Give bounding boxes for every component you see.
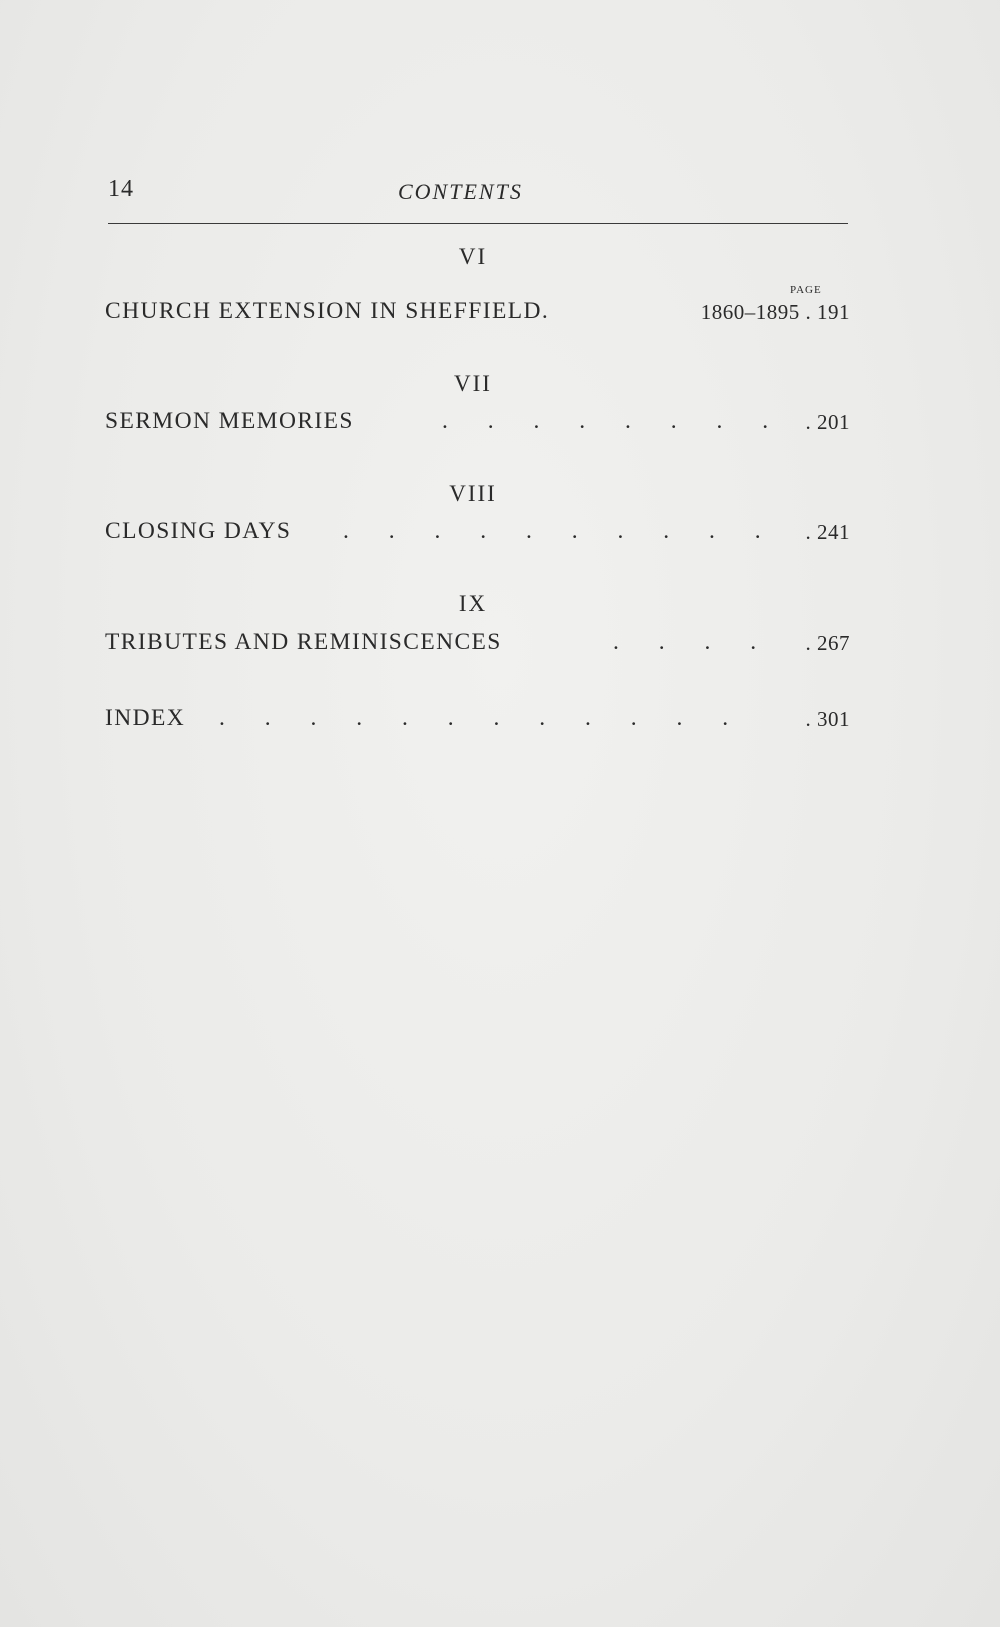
toc-entry-leader: . . . . — [613, 629, 774, 655]
toc-entry-page: . 267 — [805, 631, 850, 655]
toc-entry-index[interactable] — [105, 705, 850, 737]
toc-entry-leader: . . . . . . . . — [442, 408, 786, 434]
chapter-numeral-ix: IX — [458, 591, 488, 616]
toc-entry-page: . 191 — [805, 300, 850, 324]
header-rule — [108, 223, 848, 224]
page-header — [108, 176, 848, 210]
toc-entry-title: CHURCH EXTENSION IN SHEFFIELD. — [105, 298, 550, 324]
page-column-label: PAGE — [790, 284, 822, 296]
toc-entry-church-extension[interactable] — [105, 298, 850, 330]
toc-entry-page: . 301 — [805, 707, 850, 731]
toc-entry-sermon-memories[interactable] — [105, 408, 850, 440]
toc-entry-leader: . . . . . . . . . . — [343, 518, 778, 544]
toc-entry-title: TRIBUTES AND REMINISCENCES — [105, 629, 502, 655]
toc-entry-dates-and-page — [701, 300, 850, 325]
toc-entry-title: CLOSING DAYS — [105, 518, 292, 544]
chapter-numeral-vi: VI — [458, 244, 488, 269]
toc-entry-tributes[interactable] — [105, 629, 850, 661]
toc-entry-page: . 201 — [805, 410, 850, 434]
toc-entry-title: INDEX — [105, 705, 186, 731]
page-number: 14 — [108, 176, 134, 202]
toc-entry-closing-days[interactable] — [105, 518, 850, 550]
toc-entry-title: SERMON MEMORIES — [105, 408, 354, 434]
chapter-numeral-vii: VII — [454, 371, 492, 396]
toc-entry-dates: 1860–1895 — [700, 300, 800, 324]
chapter-numeral-viii: VIII — [449, 481, 497, 506]
running-title: CONTENTS — [398, 179, 523, 204]
toc-entry-page: . 241 — [805, 520, 850, 544]
toc-entry-leader: . . . . . . . . . . . . — [219, 705, 746, 731]
